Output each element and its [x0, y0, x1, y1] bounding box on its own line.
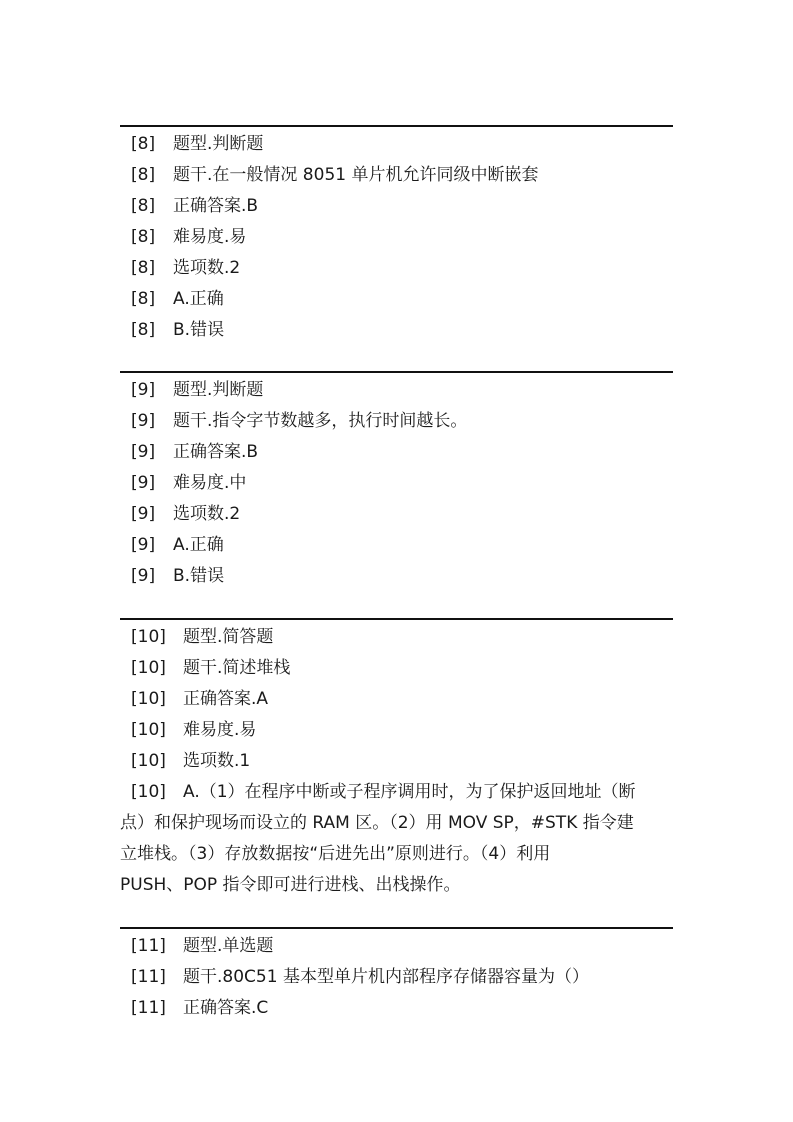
- option-a-line-1: A.（1）在程序中断或子程序调用时，为了保护返回地址（断: [183, 782, 636, 802]
- question-stem: 题干.指令字节数越多，执行时间越长。: [173, 411, 468, 431]
- option-a-line-2: 点）和保护现场而设立的 RAM 区。（2）用 MOV SP，#STK 指令建: [120, 813, 634, 833]
- question-number: [11]: [131, 936, 166, 956]
- question-line: [120, 530, 673, 561]
- question-block-9: [120, 371, 673, 592]
- question-line: [120, 160, 673, 191]
- question-number: [10]: [131, 751, 166, 771]
- correct-answer: 正确答案.B: [173, 442, 259, 462]
- question-number: [9]: [131, 535, 156, 555]
- question-number: [10]: [131, 782, 166, 802]
- section-divider: [120, 371, 673, 373]
- question-line: [120, 406, 673, 437]
- question-number: [10]: [131, 658, 166, 678]
- correct-answer: 正确答案.C: [183, 998, 269, 1018]
- question-line: [120, 561, 673, 592]
- question-line: [120, 684, 673, 715]
- question-number: [8]: [131, 258, 156, 278]
- option-b: B.错误: [173, 320, 225, 340]
- question-line: [120, 746, 673, 777]
- question-line: [120, 191, 673, 222]
- question-line: [120, 777, 673, 808]
- question-number: [8]: [131, 320, 156, 340]
- difficulty: 难易度.易: [173, 227, 247, 247]
- question-number: [9]: [131, 473, 156, 493]
- question-number: [8]: [131, 165, 156, 185]
- question-line: [120, 499, 673, 530]
- question-stem: 题干.80C51 基本型单片机内部程序存储器容量为（）: [183, 967, 589, 987]
- option-a: A.正确: [173, 535, 224, 555]
- option-a: A.正确: [173, 289, 224, 309]
- question-number: [10]: [131, 689, 166, 709]
- question-number: [9]: [131, 504, 156, 524]
- section-divider: [120, 618, 673, 620]
- question-number: [11]: [131, 998, 166, 1018]
- question-line: [120, 284, 673, 315]
- question-stem: 题干.简述堆栈: [183, 658, 291, 678]
- question-block-11: [120, 927, 673, 1024]
- question-stem: 题干.在一般情况 8051 单片机允许同级中断嵌套: [173, 165, 539, 185]
- question-line: [120, 931, 673, 962]
- option-count: 选项数.2: [173, 258, 241, 278]
- correct-answer: 正确答案.B: [173, 196, 259, 216]
- section-divider: [120, 927, 673, 929]
- option-a-continuation: [120, 870, 673, 901]
- option-count: 选项数.2: [173, 504, 241, 524]
- question-number: [8]: [131, 289, 156, 309]
- question-number: [10]: [131, 627, 166, 647]
- option-a-line-4: PUSH、POP 指令即可进行进栈、出栈操作。: [120, 875, 461, 895]
- question-number: [9]: [131, 566, 156, 586]
- option-b: B.错误: [173, 566, 225, 586]
- question-number: [9]: [131, 442, 156, 462]
- section-divider: [120, 125, 673, 127]
- question-line: [120, 437, 673, 468]
- question-type: 题型.简答题: [183, 627, 274, 647]
- question-line: [120, 993, 673, 1024]
- question-number: [9]: [131, 411, 156, 431]
- difficulty: 难易度.易: [183, 720, 257, 740]
- question-line: [120, 129, 673, 160]
- option-a-continuation: [120, 839, 673, 870]
- question-line: [120, 315, 673, 346]
- question-type: 题型.判断题: [173, 380, 264, 400]
- question-type: 题型.单选题: [183, 936, 274, 956]
- question-line: [120, 622, 673, 653]
- question-block-8: [120, 125, 673, 346]
- question-number: [8]: [131, 134, 156, 154]
- question-line: [120, 468, 673, 499]
- question-type: 题型.判断题: [173, 134, 264, 154]
- question-number: [11]: [131, 967, 166, 987]
- question-line: [120, 715, 673, 746]
- question-number: [8]: [131, 227, 156, 247]
- difficulty: 难易度.中: [173, 473, 247, 493]
- question-line: [120, 653, 673, 684]
- question-number: [8]: [131, 196, 156, 216]
- option-count: 选项数.1: [183, 751, 251, 771]
- option-a-line-3: 立堆栈。（3）存放数据按“后进先出”原则进行。（4）利用: [120, 844, 551, 864]
- correct-answer: 正确答案.A: [183, 689, 269, 709]
- question-number: [9]: [131, 380, 156, 400]
- question-block-10: [120, 618, 673, 901]
- question-line: [120, 962, 673, 993]
- question-line: [120, 253, 673, 284]
- question-number: [10]: [131, 720, 166, 740]
- option-a-continuation: [120, 808, 673, 839]
- question-line: [120, 222, 673, 253]
- question-line: [120, 375, 673, 406]
